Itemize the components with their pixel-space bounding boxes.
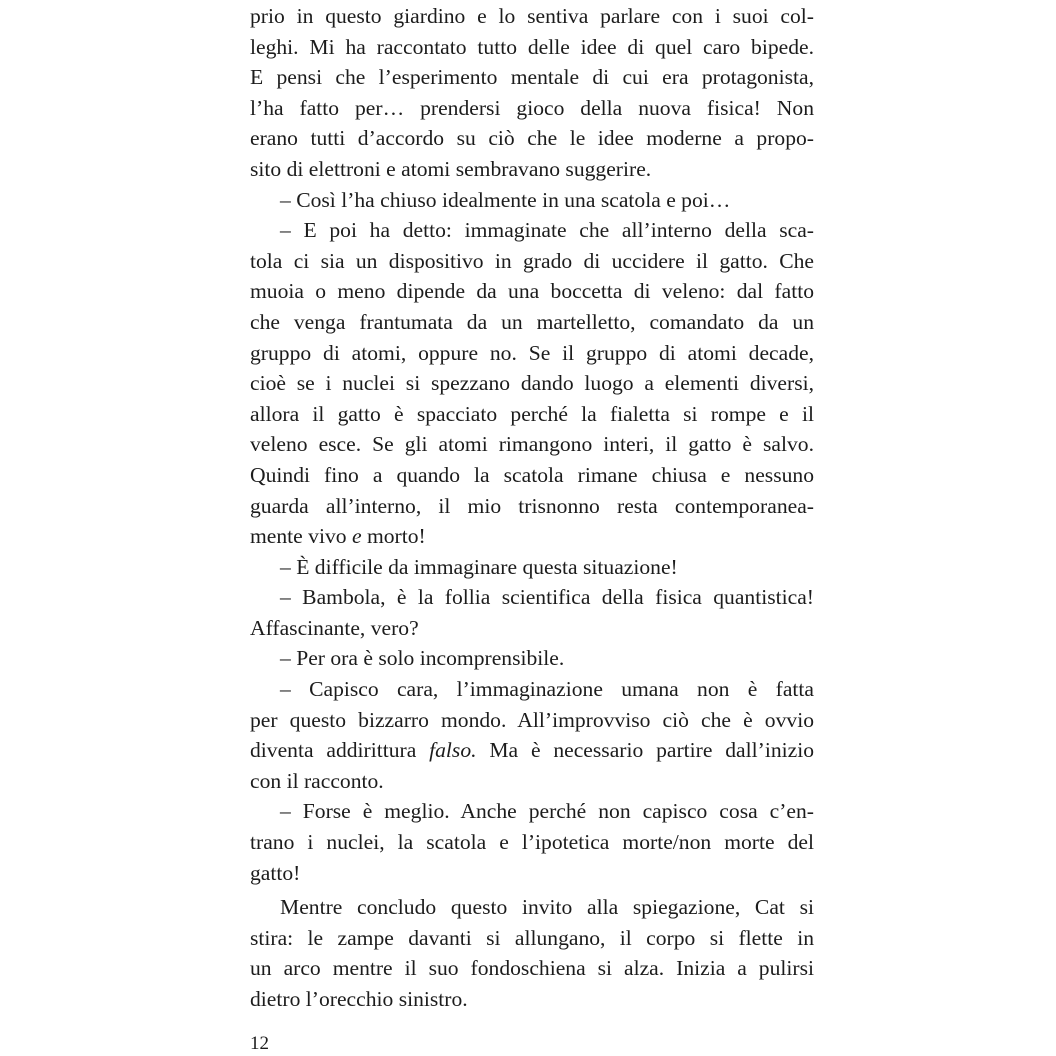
text-line: cioè se i nuclei si spezzano dando luogo a elementi diversi, (250, 371, 814, 396)
page-number: 12 (250, 1033, 269, 1054)
text-line: – Capisco cara, l’immaginazione umana non è fatta (280, 677, 814, 702)
text-line: l’ha fatto per… prendersi gioco della nuova fisica! Non (250, 95, 814, 120)
text-line: Quindi fino a quando la scatola rimane chiusa e nessuno (250, 462, 814, 487)
text-line: prio in questo giardino e lo sentiva parlare con i suoi col- (250, 4, 814, 28)
text-line: gatto! (250, 860, 301, 885)
text-line: muoia o meno dipende da una boccetta di veleno: dal fatto (250, 279, 814, 304)
text-line: veleno esce. Se gli atomi rimangono interi, il gatto è salvo. (250, 432, 814, 457)
text-line: – E poi ha detto: immaginate che all’interno della sca- (280, 218, 814, 243)
text-line: erano tutti d’accordo su ciò che le idee moderne a propo- (250, 126, 814, 151)
italic-word: falso. (429, 738, 477, 763)
body-text (250, 1, 814, 1015)
text-line: guarda all’interno, il mio trisnonno resta contemporanea- (250, 493, 814, 518)
text-line: che venga frantumata da un martelletto, comandato da un (250, 309, 814, 334)
text-line: E pensi che l’esperimento mentale di cui era protagonista, (250, 65, 814, 90)
text-line: tola ci sia un dispositivo in grado di uccidere il gatto. Che (250, 248, 814, 273)
text-line: per questo bizzarro mondo. All’improvviso ciò che è ovvio (250, 707, 814, 732)
text-line: Mentre concludo questo invito alla spiegazione, Cat si (280, 895, 814, 920)
text-line: dietro l’orecchio sinistro. (250, 987, 468, 1011)
text-line: – È difficile da immaginare questa situazione! (280, 554, 678, 579)
text-line: sito di elettroni e atomi sembravano suggerire. (250, 156, 652, 181)
text-line: allora il gatto è spacciato perché la fialetta si rompe e il (250, 401, 814, 426)
text-line: mente vivo e morto! (250, 524, 426, 549)
text-line: con il racconto. (250, 768, 384, 793)
text-line: – Così l’ha chiuso idealmente in una scatola e poi… (280, 187, 731, 212)
text-line: trano i nuclei, la scatola e l’ipotetica morte/non morte del (250, 830, 814, 855)
text-line: Affascinante, vero? (250, 615, 419, 640)
text-line: – Forse è meglio. Anche perché non capisco cosa c’en- (280, 799, 814, 824)
text-line: stira: le zampe davanti si allungano, il corpo si flette in (250, 925, 814, 950)
text-line: leghi. Mi ha raccontato tutto delle idee di quel caro bipede. (250, 34, 814, 59)
italic-word: e (351, 524, 362, 549)
text-line: – Bambola, è la follia scientifica della fisica quantistica! (280, 585, 814, 610)
text-line: un arco mentre il suo fondoschiena si alza. Inizia a pulirsi (250, 956, 814, 981)
text-line: gruppo di atomi, oppure no. Se il gruppo di atomi decade, (250, 340, 814, 365)
text-line: – Per ora è solo incomprensibile. (280, 646, 565, 671)
book-page (250, 0, 814, 1056)
text-line: diventa addirittura falso. Ma è necessario partire dall’inizio (250, 738, 814, 763)
